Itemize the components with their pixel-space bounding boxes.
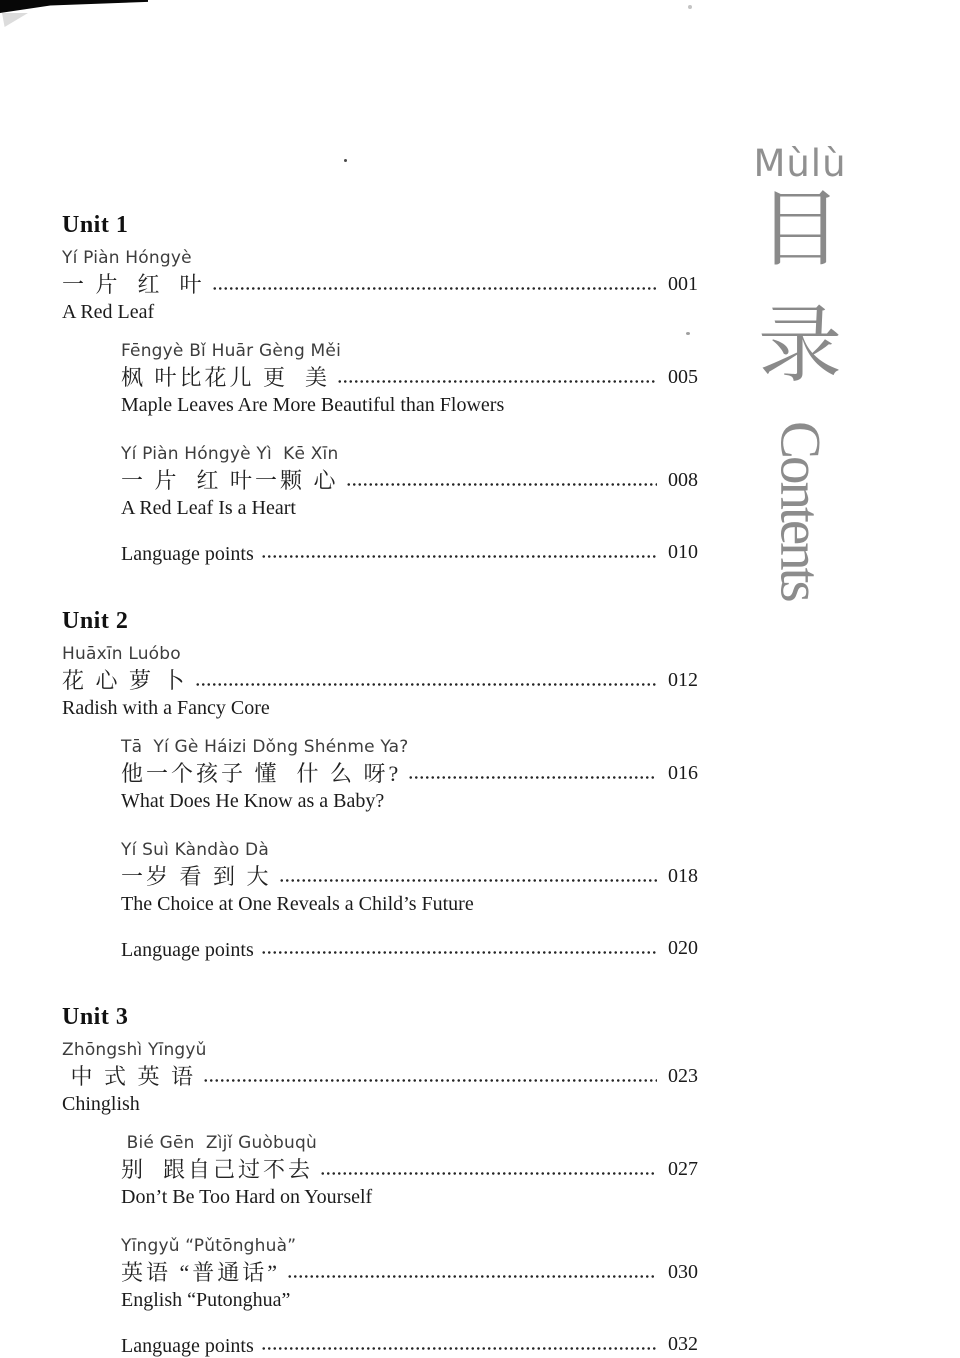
entry-english-title: Don’t Be Too Hard on Yourself (121, 1186, 373, 1208)
scan-artifact-corner (0, 0, 148, 13)
lesson-pinyin: Yí Piàn Hóngyè (62, 248, 192, 268)
entry-pinyin: Yí Suì Kàndào Dà (121, 840, 269, 860)
page-number: 001 (668, 273, 698, 295)
entry-pinyin: Yí Piàn Hóngyè Yì Kē Xīn (121, 444, 339, 464)
dot-leader (279, 878, 657, 883)
toc-column (62, 212, 698, 1358)
entry-english-title: A Red Leaf Is a Heart (121, 497, 296, 519)
toc-entry (121, 341, 698, 417)
page-number: 032 (668, 1333, 698, 1355)
unit-heading: Unit 2 (62, 608, 129, 634)
language-points-row (121, 539, 698, 566)
unit-subentries (121, 737, 698, 916)
entry-english-title: The Choice at One Reveals a Child’s Future (121, 893, 474, 915)
entry-title-row (121, 467, 698, 494)
language-points-label: Language points (121, 543, 254, 565)
lesson-title-row (62, 1063, 698, 1090)
entry-pinyin: Fēngyè Bǐ Huār Gèng Měi (121, 341, 342, 361)
language-points-row (121, 935, 698, 962)
lesson-pinyin: Huāxīn Luóbo (62, 644, 181, 664)
toc-unit (62, 1004, 698, 1358)
lesson-english-title: A Red Leaf (62, 301, 155, 323)
entry-title-row (121, 1156, 698, 1183)
entry-pinyin: Bié Gēn Zìjǐ Guòbuqù (121, 1133, 317, 1153)
toc-entry (121, 840, 698, 916)
unit-subentries (121, 1133, 698, 1312)
dot-leader (261, 1346, 657, 1351)
dot-leader (261, 950, 657, 955)
page-number: 020 (668, 937, 698, 959)
entry-hanzi: 一 片 红 叶一颗 心 (121, 468, 339, 493)
unit-main-lesson (62, 644, 698, 720)
language-points-row (121, 1331, 698, 1358)
toc-entry (121, 737, 698, 813)
language-points-label: Language points (121, 1335, 254, 1357)
lesson-english-title: Radish with a Fancy Core (62, 697, 270, 719)
entry-title-row (121, 760, 698, 787)
page-number: 027 (668, 1158, 698, 1180)
toc-entry (121, 1133, 698, 1209)
entry-hanzi: 枫 叶比花儿 更 美 (121, 365, 331, 390)
scan-artifact-smudge (2, 13, 28, 27)
entry-english-title: Maple Leaves Are More Beautiful than Flowers (121, 394, 505, 416)
dot-leader (203, 1078, 657, 1083)
page-number: 030 (668, 1261, 698, 1283)
page-number: 018 (668, 865, 698, 887)
entry-title-row (121, 1259, 698, 1286)
page-number: 023 (668, 1065, 698, 1087)
page-number: 008 (668, 469, 698, 491)
entry-title-row (121, 863, 698, 890)
dot-leader (408, 775, 657, 780)
dot-leader (195, 682, 657, 687)
page-number: 005 (668, 366, 698, 388)
entry-english-title: What Does He Know as a Baby? (121, 790, 385, 812)
toc-entry (121, 1236, 698, 1312)
toc-entry (121, 444, 698, 520)
entry-hanzi: 英语 “普通话” (121, 1260, 281, 1285)
unit-heading: Unit 3 (62, 1004, 129, 1030)
unit-main-lesson (62, 248, 698, 324)
page-number: 010 (668, 541, 698, 563)
unit-subentries (121, 341, 698, 520)
entry-hanzi: 别 跟自己过不去 (121, 1157, 314, 1182)
dot-leader (346, 482, 657, 487)
page-number: 012 (668, 669, 698, 691)
lesson-hanzi: 一 片 红 叶 (62, 272, 205, 297)
mulu-hanzi-character-bottom: 录 (757, 300, 842, 393)
dot-leader (320, 1171, 657, 1176)
toc-unit (62, 212, 698, 566)
scan-speck (344, 159, 347, 162)
lesson-pinyin: Zhōngshì Yīngyǔ (62, 1040, 207, 1060)
entry-title-row (121, 364, 698, 391)
dot-leader (212, 286, 657, 291)
contents-side-header (732, 143, 868, 600)
lesson-english-title: Chinglish (62, 1093, 140, 1115)
dot-leader (261, 554, 657, 559)
contents-vertical-label: Contents (768, 421, 832, 600)
entry-pinyin: Yīngyǔ “Pǔtōnghuà” (121, 1236, 297, 1256)
mulu-pinyin-label: Mùlù (753, 142, 847, 185)
lesson-hanzi: 中 式 英 语 (62, 1064, 197, 1089)
lesson-title-row (62, 271, 698, 298)
lesson-hanzi: 花 心 萝 卜 (62, 668, 188, 693)
unit-heading: Unit 1 (62, 212, 129, 238)
dot-leader (287, 1274, 657, 1279)
entry-english-title: English “Putonghua” (121, 1289, 291, 1311)
page-number: 016 (668, 762, 698, 784)
dot-leader (337, 379, 657, 384)
scan-speck (688, 5, 692, 9)
entry-hanzi: 他一个孩子 懂 什 么 呀? (121, 761, 402, 786)
unit-main-lesson (62, 1040, 698, 1116)
toc-unit (62, 608, 698, 962)
lesson-title-row (62, 667, 698, 694)
entry-pinyin: Tā Yí Gè Háizi Dǒng Shénme Ya? (121, 737, 409, 757)
entry-hanzi: 一岁 看 到 大 (121, 864, 272, 889)
mulu-hanzi-character-top: 目 (757, 184, 842, 277)
language-points-label: Language points (121, 939, 254, 961)
